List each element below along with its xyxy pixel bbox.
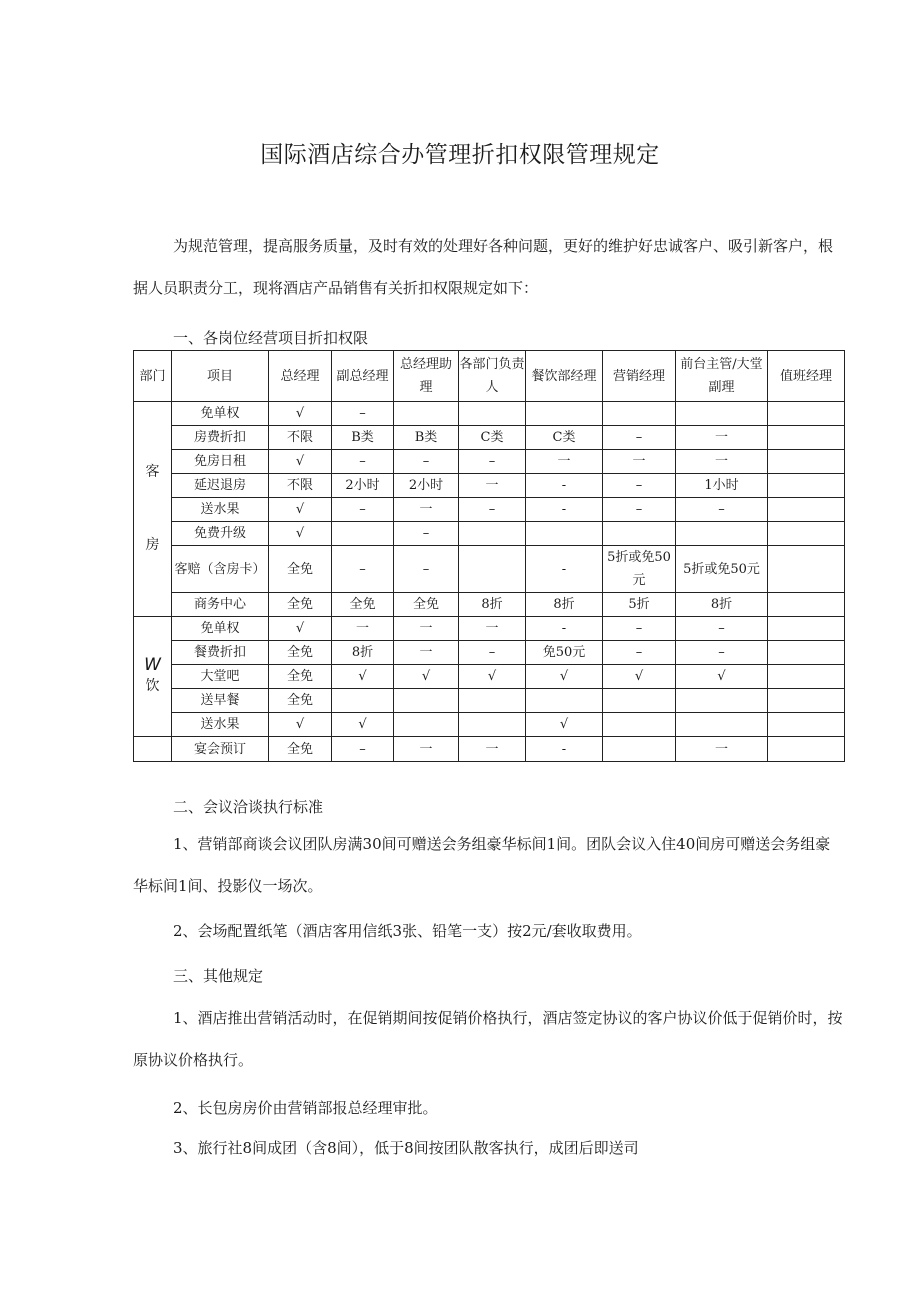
permission-cell: C类 bbox=[526, 426, 603, 450]
table-row bbox=[134, 522, 845, 546]
dept-cell-fb bbox=[134, 617, 172, 737]
item-cell: 大堂吧 bbox=[172, 665, 269, 689]
section3-item1: 1、酒店推出营销活动时，在促销期间按促销价格执行，酒店签定协议的客户协议价低于促销价时，按原协议价格执行。 bbox=[133, 1009, 843, 1069]
permission-cell bbox=[603, 402, 676, 426]
permission-cell: 8折 bbox=[332, 641, 394, 665]
item-cell: 免单权 bbox=[172, 617, 269, 641]
permission-cell: - bbox=[526, 737, 603, 762]
item-cell: 免单权 bbox=[172, 402, 269, 426]
permission-cell: 5折或免50元 bbox=[603, 546, 676, 593]
item-cell: 送早餐 bbox=[172, 689, 269, 713]
permission-cell bbox=[768, 737, 845, 762]
permission-cell: C类 bbox=[459, 426, 526, 450]
permission-cell: – bbox=[676, 498, 768, 522]
permission-cell: √ bbox=[269, 498, 332, 522]
permission-cell: 全免 bbox=[332, 593, 394, 617]
table-body bbox=[134, 351, 845, 762]
permission-cell bbox=[526, 522, 603, 546]
permission-cell: – bbox=[459, 450, 526, 474]
header-cell: 值班经理 bbox=[768, 351, 845, 402]
permission-cell: – bbox=[603, 641, 676, 665]
permission-cell bbox=[768, 689, 845, 713]
permission-cell: – bbox=[676, 617, 768, 641]
section3-item3: 3、旅行社8间成团（含8间），低于8间按团队散客执行，成团后即送司 bbox=[173, 1139, 639, 1157]
permission-cell bbox=[768, 713, 845, 737]
permission-cell bbox=[332, 689, 394, 713]
permission-cell bbox=[768, 474, 845, 498]
header-cell: 部门 bbox=[134, 351, 172, 402]
table-row bbox=[134, 617, 845, 641]
section1-heading: 一、各岗位经营项目折扣权限 bbox=[173, 329, 369, 347]
permission-cell: – bbox=[603, 498, 676, 522]
header-cell: 项目 bbox=[172, 351, 269, 402]
permission-cell bbox=[676, 713, 768, 737]
header-cell: 餐饮部经理 bbox=[526, 351, 603, 402]
permission-cell: √ bbox=[676, 665, 768, 689]
permission-cell: 8折 bbox=[676, 593, 768, 617]
permission-cell: 一 bbox=[459, 474, 526, 498]
permission-cell bbox=[768, 665, 845, 689]
permission-cell: – bbox=[676, 641, 768, 665]
table-row bbox=[134, 593, 845, 617]
header-cell: 各部门负责人 bbox=[459, 351, 526, 402]
dept-fb-char1: W bbox=[144, 655, 161, 675]
permission-cell bbox=[768, 402, 845, 426]
permission-cell: – bbox=[603, 426, 676, 450]
permission-cell: 全免 bbox=[394, 593, 459, 617]
permission-cell: – bbox=[459, 498, 526, 522]
permission-cell bbox=[459, 522, 526, 546]
permission-cell: 全免 bbox=[269, 546, 332, 593]
permission-cell: 一 bbox=[603, 450, 676, 474]
permission-cell: 免50元 bbox=[526, 641, 603, 665]
permission-cell bbox=[603, 737, 676, 762]
section2-heading: 二、会议洽谈执行标准 bbox=[173, 798, 324, 816]
permission-cell: √ bbox=[269, 617, 332, 641]
header-cell: 前台主管/大堂副理 bbox=[676, 351, 768, 402]
table-row bbox=[134, 641, 845, 665]
permission-cell: 全免 bbox=[269, 689, 332, 713]
item-cell: 客赔（含房卡） bbox=[172, 546, 269, 593]
permission-cell: √ bbox=[394, 665, 459, 689]
permission-cell: – bbox=[332, 737, 394, 762]
permission-cell: - bbox=[526, 498, 603, 522]
permission-cell: – bbox=[394, 546, 459, 593]
permission-cell: √ bbox=[269, 713, 332, 737]
header-cell: 总经理 bbox=[269, 351, 332, 402]
item-cell: 延迟退房 bbox=[172, 474, 269, 498]
permission-cell: 全免 bbox=[269, 593, 332, 617]
permission-cell: 全免 bbox=[269, 737, 332, 762]
header-cell: 总经理助理 bbox=[394, 351, 459, 402]
permission-cell: 一 bbox=[394, 737, 459, 762]
section2-item2: 2、会场配置纸笔（酒店客用信纸3张、铅笔一支）按2元/套收取费用。 bbox=[173, 922, 642, 940]
header-cell: 营销经理 bbox=[603, 351, 676, 402]
permission-cell: 2小时 bbox=[394, 474, 459, 498]
permission-cell: 一 bbox=[676, 737, 768, 762]
permission-cell bbox=[459, 402, 526, 426]
permission-cell: 一 bbox=[459, 737, 526, 762]
permission-cell: 一 bbox=[676, 426, 768, 450]
item-cell: 房费折扣 bbox=[172, 426, 269, 450]
table-row bbox=[134, 665, 845, 689]
permission-cell bbox=[603, 522, 676, 546]
permission-cell: 一 bbox=[394, 498, 459, 522]
permission-cell: √ bbox=[459, 665, 526, 689]
permission-cell bbox=[459, 689, 526, 713]
dept-room-char1: 客 bbox=[145, 464, 160, 480]
table-row bbox=[134, 737, 845, 762]
section3-heading: 三、其他规定 bbox=[173, 967, 264, 985]
permission-cell bbox=[768, 450, 845, 474]
permission-cell bbox=[676, 689, 768, 713]
permission-cell: – bbox=[394, 522, 459, 546]
page-title: 国际酒店综合办管理折扣权限管理规定 bbox=[260, 142, 660, 168]
permission-cell: 一 bbox=[676, 450, 768, 474]
permission-cell: √ bbox=[269, 522, 332, 546]
permission-cell bbox=[459, 546, 526, 593]
permission-cell: – bbox=[459, 641, 526, 665]
dept-cell-empty bbox=[134, 737, 172, 762]
permission-cell bbox=[768, 426, 845, 450]
permission-cell: 一 bbox=[459, 617, 526, 641]
permission-cell bbox=[526, 402, 603, 426]
table-row bbox=[134, 689, 845, 713]
permission-cell bbox=[526, 689, 603, 713]
permission-cell bbox=[768, 522, 845, 546]
header-cell: 副总经理 bbox=[332, 351, 394, 402]
permission-cell bbox=[768, 617, 845, 641]
item-cell: 免房日租 bbox=[172, 450, 269, 474]
permission-cell: – bbox=[603, 617, 676, 641]
intro-text: 为规范管理，提高服务质量，及时有效的处理好各种问题，更好的维护好忠诚客户、吸引新客户，根据人员职责分工，现将酒店产品销售有关折扣权限规定如下： bbox=[133, 237, 834, 297]
permission-cell: √ bbox=[526, 713, 603, 737]
dept-room-char2: 房 bbox=[145, 537, 160, 553]
permission-cell: 一 bbox=[526, 450, 603, 474]
permission-cell bbox=[394, 713, 459, 737]
permission-cell bbox=[459, 713, 526, 737]
permission-cell: – bbox=[332, 498, 394, 522]
permission-cell bbox=[332, 522, 394, 546]
permission-cell: B类 bbox=[394, 426, 459, 450]
permission-cell: 5折或免50元 bbox=[676, 546, 768, 593]
intro-paragraph bbox=[133, 225, 845, 309]
permission-cell: 一 bbox=[332, 617, 394, 641]
permission-cell bbox=[768, 546, 845, 593]
permission-cell: 2小时 bbox=[332, 474, 394, 498]
permission-cell bbox=[394, 689, 459, 713]
permission-cell: 不限 bbox=[269, 426, 332, 450]
permission-cell bbox=[394, 402, 459, 426]
permission-cell: 8折 bbox=[526, 593, 603, 617]
permission-cell: 一 bbox=[394, 617, 459, 641]
permission-cell: √ bbox=[269, 402, 332, 426]
permission-cell: √ bbox=[332, 713, 394, 737]
permission-cell bbox=[768, 593, 845, 617]
permission-cell bbox=[768, 498, 845, 522]
item-cell: 宴会预订 bbox=[172, 737, 269, 762]
permission-cell: 全免 bbox=[269, 641, 332, 665]
permission-cell: - bbox=[526, 474, 603, 498]
item-cell: 送水果 bbox=[172, 713, 269, 737]
permission-cell: – bbox=[394, 450, 459, 474]
item-cell: 餐费折扣 bbox=[172, 641, 269, 665]
table-row bbox=[134, 402, 845, 426]
permission-cell: 8折 bbox=[459, 593, 526, 617]
permission-cell: – bbox=[603, 474, 676, 498]
permission-cell: - bbox=[526, 617, 603, 641]
table-row bbox=[134, 474, 845, 498]
permission-cell: 一 bbox=[394, 641, 459, 665]
item-cell: 商务中心 bbox=[172, 593, 269, 617]
permission-cell: √ bbox=[269, 450, 332, 474]
item-cell: 送水果 bbox=[172, 498, 269, 522]
permission-cell: – bbox=[332, 546, 394, 593]
permission-cell: B类 bbox=[332, 426, 394, 450]
table-row bbox=[134, 498, 845, 522]
permission-cell bbox=[603, 713, 676, 737]
item-cell: 免费升级 bbox=[172, 522, 269, 546]
table-row bbox=[134, 546, 845, 593]
table-header-row bbox=[134, 351, 845, 402]
permission-cell bbox=[676, 522, 768, 546]
permission-cell: 全免 bbox=[269, 665, 332, 689]
permission-cell: - bbox=[526, 546, 603, 593]
discount-table bbox=[133, 350, 845, 762]
permission-cell bbox=[676, 402, 768, 426]
permission-cell: 不限 bbox=[269, 474, 332, 498]
permission-cell: 1小时 bbox=[676, 474, 768, 498]
permission-cell: √ bbox=[603, 665, 676, 689]
section2-item1: 1、营销部商谈会议团队房满30间可赠送会务组豪华标间1间。团队会议入住40间房可赠送会务组豪华标间1间、投影仪一场次。 bbox=[133, 835, 831, 895]
dept-fb-char2: 饮 bbox=[145, 678, 160, 694]
table-row bbox=[134, 450, 845, 474]
dept-cell-room bbox=[134, 402, 172, 617]
permission-cell: – bbox=[332, 450, 394, 474]
permission-cell: √ bbox=[332, 665, 394, 689]
table-row bbox=[134, 426, 845, 450]
table-row bbox=[134, 713, 845, 737]
permission-cell: – bbox=[332, 402, 394, 426]
permission-cell bbox=[768, 641, 845, 665]
permission-cell: √ bbox=[526, 665, 603, 689]
section3-item2: 2、长包房房价由营销部报总经理审批。 bbox=[173, 1099, 438, 1117]
permission-cell bbox=[603, 689, 676, 713]
permission-cell: 5折 bbox=[603, 593, 676, 617]
